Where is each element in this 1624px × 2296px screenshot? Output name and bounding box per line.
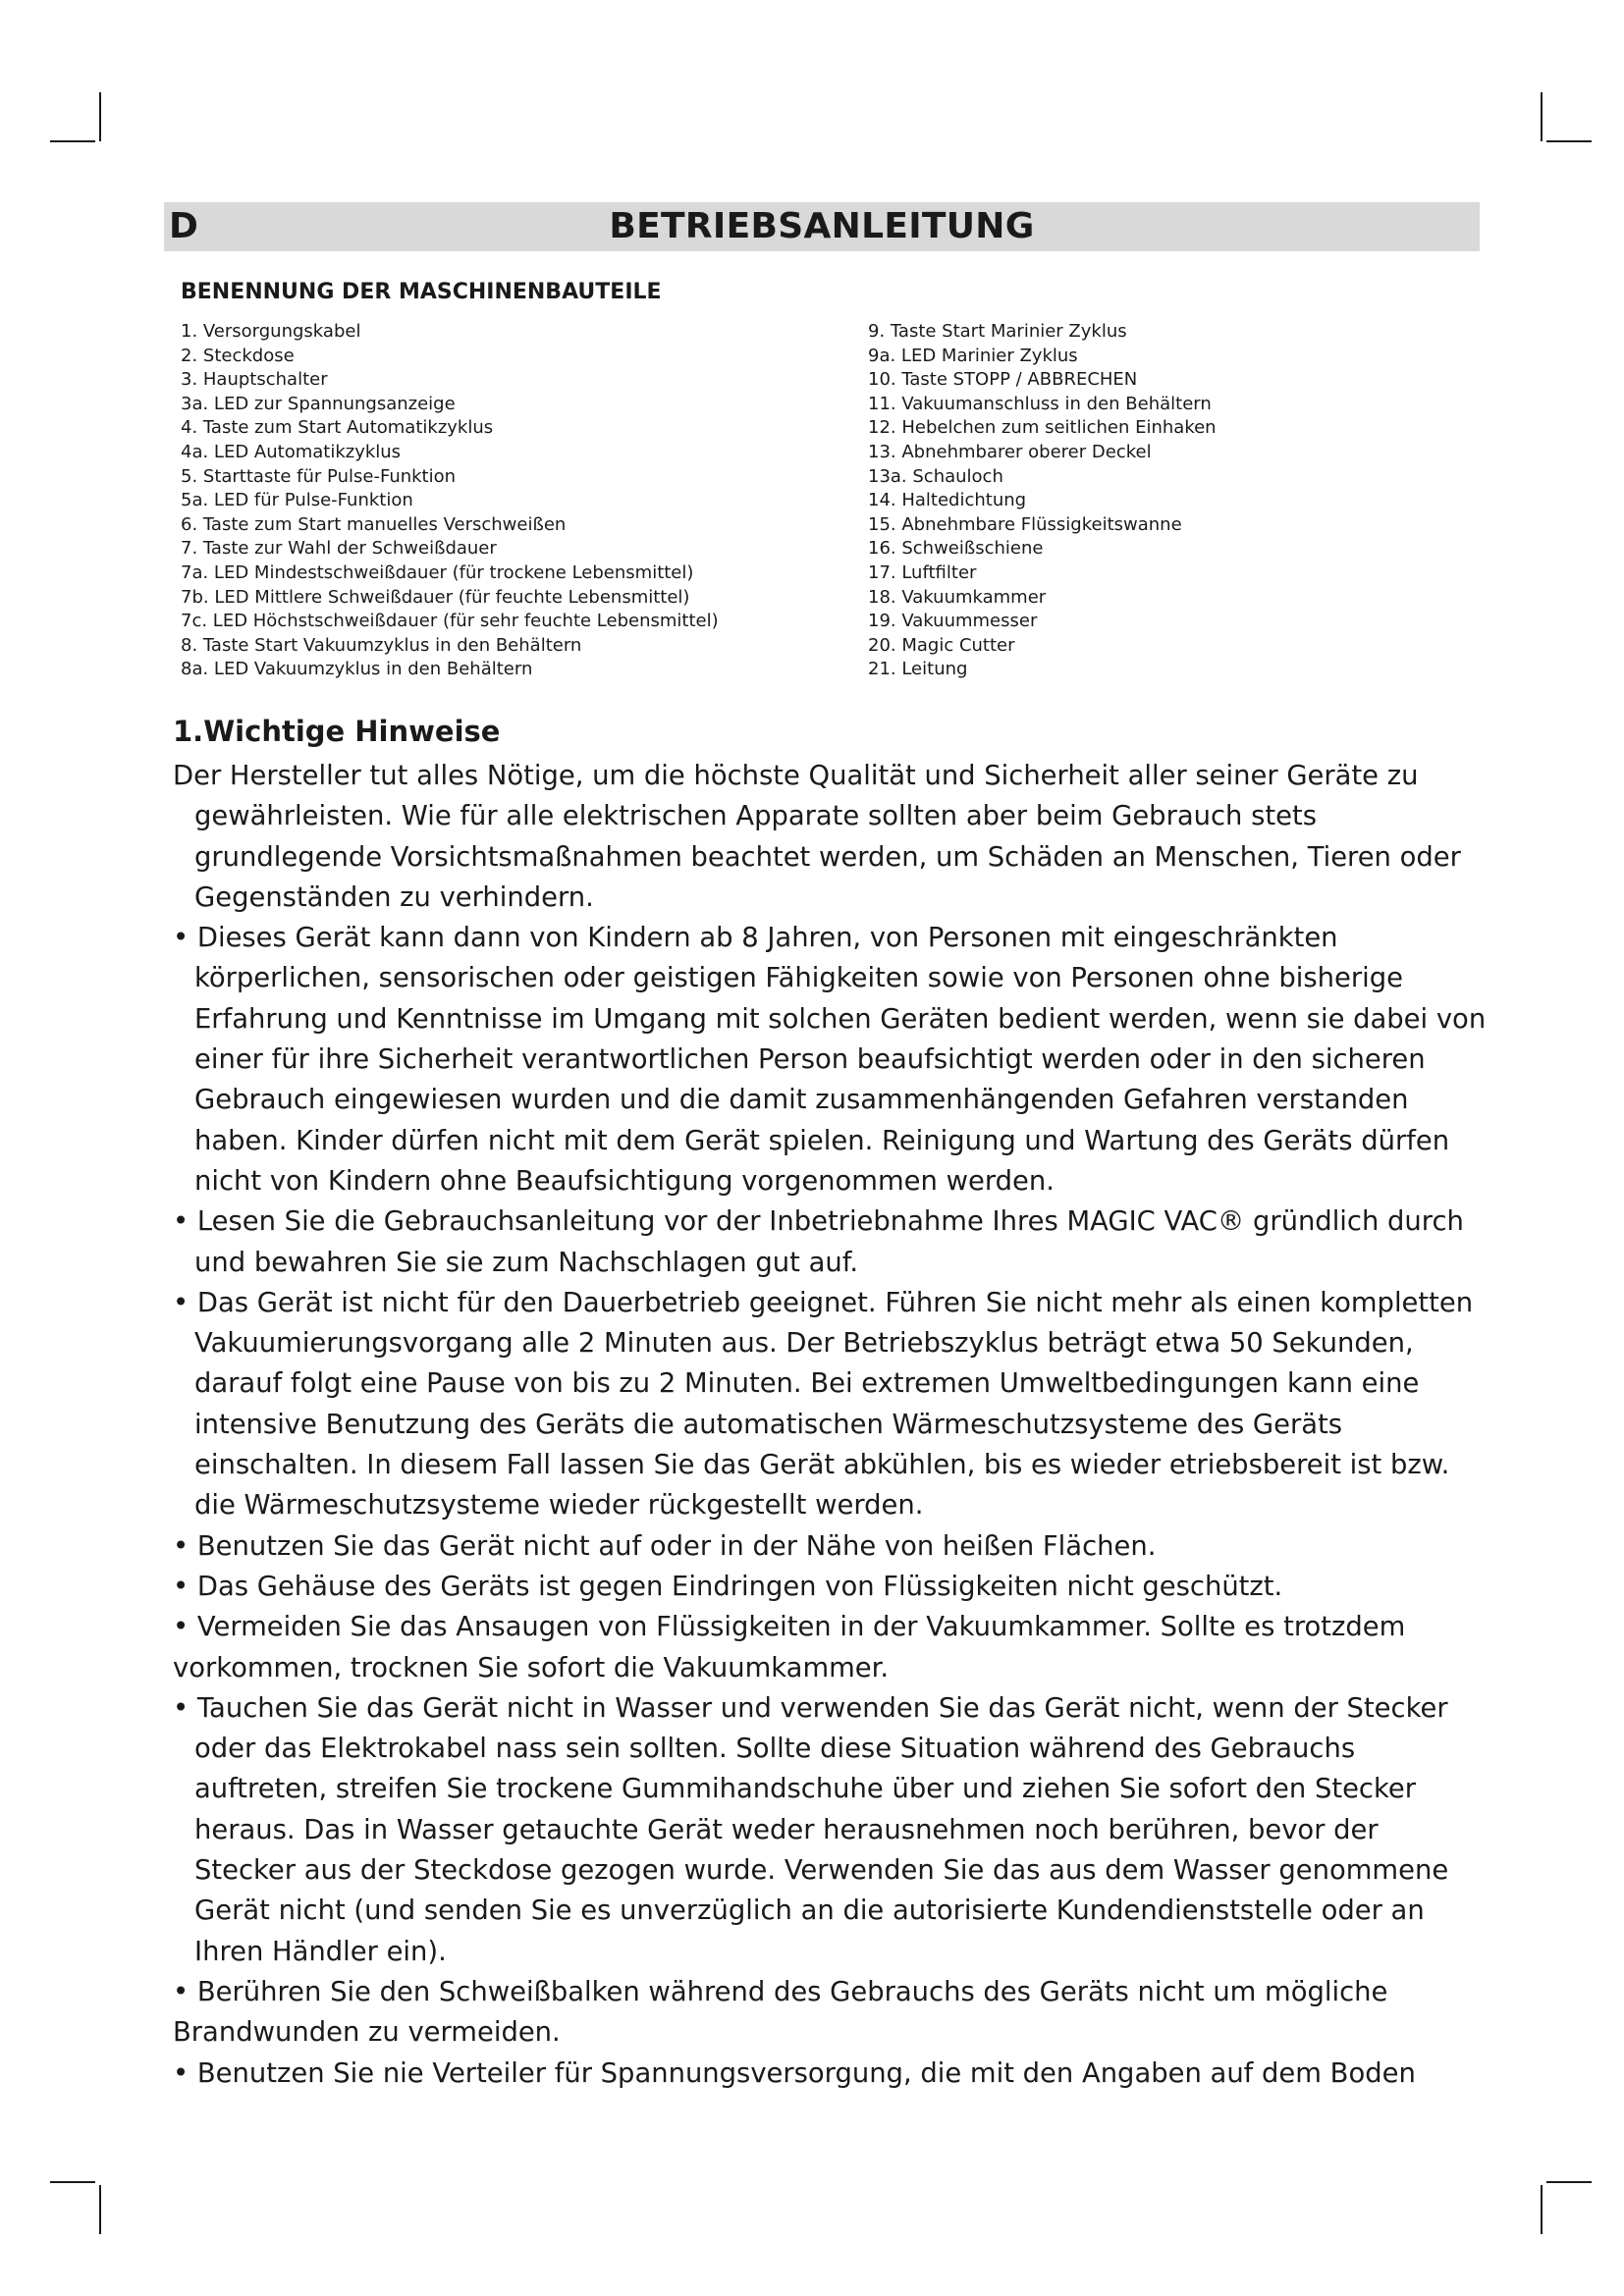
crop-mark — [1541, 2185, 1543, 2234]
section-body — [173, 756, 1487, 2094]
list-item: 19. Vakuummesser — [868, 611, 1038, 632]
list-item: 2. Steckdose — [181, 345, 295, 366]
crop-mark — [50, 140, 95, 142]
bullet-item: • Das Gerät ist nicht für den Dauerbetrieb geeignet. Führen Sie nicht mehr als einen kompletten Vakuumierungsvorgang alle 2 Minuten aus. Der Betriebszyklus beträgt etwa 50 Sekunden, darauf folgt eine Pause von bis zu 2 Minuten. Bei extremen Umweltbedingungen kann eine intensive Benutzung des Geräts die automatischen Wärmeschutzsysteme des Geräts einschalten. In diesem Fall lassen Sie das Gerät abkühlen, bis es wieder etriebsbereit ist bzw. die Wärmeschutzsysteme wieder rückgestellt werden. — [173, 1287, 1474, 1522]
parts-heading: BENENNUNG DER MASCHINENBAUTEILE — [181, 280, 662, 304]
section-heading: 1.Wichtige Hinweise — [173, 715, 501, 748]
bullet-item: • Berühren Sie den Schweißbalken während des Gebrauchs des Geräts nicht um mögliche Brandwunden zu vermeiden. — [173, 1976, 1388, 2049]
list-item: 1. Versorgungskabel — [181, 321, 361, 342]
list-item: 11. Vakuumanschluss in den Behältern — [868, 393, 1212, 414]
list-item: 13. Abnehmbarer oberer Deckel — [868, 441, 1152, 462]
list-item: 12. Hebelchen zum seitlichen Einhaken — [868, 417, 1217, 439]
list-item: 7. Taste zur Wahl der Schweißdauer — [181, 538, 497, 560]
parts-list-right — [868, 320, 1457, 682]
crop-mark — [1546, 140, 1592, 142]
bullet-item: • Benutzen Sie nie Verteiler für Spannungsversorgung, die mit den Angaben auf dem Boden — [173, 2057, 1416, 2089]
bullet-item: • Dieses Gerät kann dann von Kindern ab 8 Jahren, von Personen mit eingeschränkten körperlichen, sensorischen oder geistigen Fähigkeiten sowie von Personen ohne bisherige Erfahrung und Kenntnisse im Umgang mit solchen Geräten bedient werden, wenn sie dabei von einer für ihre Sicherheit verantwortlichen Person beaufsichtigt werden oder in den sicheren Gebrauch eingewiesen wurden und die damit zusammenhängenden Gefahren verstanden haben. Kinder dürfen nicht mit dem Gerät spielen. Reinigung und Wartung des Geräts dürfen nicht von Kindern ohne Beaufsichtigung vorgenommen werden. — [173, 923, 1487, 1197]
list-item: 4a. LED Automatikzyklus — [181, 441, 402, 462]
list-item: 8a. LED Vakuumzyklus in den Behältern — [181, 659, 533, 680]
list-item: 18. Vakuumkammer — [868, 586, 1047, 608]
crop-mark — [50, 2181, 95, 2183]
list-item: 9. Taste Start Marinier Zyklus — [868, 321, 1127, 342]
list-item: 21. Leitung — [868, 659, 968, 680]
list-item: 17. Luftfilter — [868, 561, 977, 583]
list-item: 3. Hauptschalter — [181, 369, 328, 391]
list-item: 7b. LED Mittlere Schweißdauer (für feuchte Lebensmittel) — [181, 586, 690, 608]
list-item: 5. Starttaste für Pulse-Funktion — [181, 465, 457, 487]
crop-mark — [99, 92, 101, 141]
list-item: 9a. LED Marinier Zyklus — [868, 345, 1078, 366]
list-item: 20. Magic Cutter — [868, 634, 1015, 656]
list-item: 8. Taste Start Vakuumzyklus in den Behältern — [181, 634, 582, 656]
list-item: 13a. Schauloch — [868, 465, 1003, 487]
list-item: 16. Schweißschiene — [868, 538, 1044, 560]
list-item: 3a. LED zur Spannungsanzeige — [181, 393, 456, 414]
list-item: 7a. LED Mindestschweißdauer (für trockene Lebensmittel) — [181, 561, 694, 583]
crop-mark — [1541, 92, 1543, 141]
bullet-item: • Vermeiden Sie das Ansaugen von Flüssigkeiten in der Vakuumkammer. Sollte es trotzdem vorkommen, trocknen Sie sofort die Vakuumkammer. — [173, 1612, 1406, 1683]
list-item: 6. Taste zum Start manuelles Verschweißen — [181, 513, 567, 535]
page-title: BETRIEBSANLEITUNG — [609, 206, 1035, 246]
crop-mark — [1546, 2181, 1592, 2183]
language-code: D — [169, 206, 198, 246]
bullet-item: • Das Gehäuse des Geräts ist gegen Eindringen von Flüssigkeiten nicht geschützt. — [173, 1571, 1283, 1602]
list-item: 10. Taste STOPP / ABBRECHEN — [868, 369, 1138, 391]
parts-list-left — [181, 320, 868, 682]
list-item: 15. Abnehmbare Flüssigkeitswanne — [868, 513, 1182, 535]
list-item: 7c. LED Höchstschweißdauer (für sehr feuchte Lebensmittel) — [181, 611, 719, 632]
bullet-item: • Benutzen Sie das Gerät nicht auf oder in der Nähe von heißen Flächen. — [173, 1530, 1157, 1562]
bullet-item: • Tauchen Sie das Gerät nicht in Wasser und verwenden Sie das Gerät nicht, wenn der Stecker oder das Elektrokabel nass sein sollten. Sollte diese Situation während des Gebrauchs auftreten, streifen Sie trockene Gummihandschuhe über und ziehen Sie sofort den Stecker heraus. Das in Wasser getauchte Gerät weder herausnehmen noch berühren, bevor der Stecker aus der Steckdose gezogen wurde. Verwenden Sie das aus dem Wasser genommene Gerät nicht (und senden Sie es unverzüglich an die autorisierte Kundendienststelle oder an Ihren Händler ein). — [173, 1692, 1449, 1967]
list-item: 14. Haltedichtung — [868, 490, 1027, 511]
list-item: 5a. LED für Pulse-Funktion — [181, 490, 413, 511]
crop-mark — [99, 2185, 101, 2234]
bullet-item: • Lesen Sie die Gebrauchsanleitung vor der Inbetriebnahme Ihres MAGIC VAC® gründlich durch und bewahren Sie sie zum Nachschlagen gut auf. — [173, 1206, 1464, 1278]
list-item: 4. Taste zum Start Automatikzyklus — [181, 417, 494, 439]
intro-paragraph: Der Hersteller tut alles Nötige, um die höchste Qualität und Sicherheit aller seiner Geräte zu gewährleisten. Wie für alle elektrischen Apparate sollten aber beim Gebrauch stets grundlegende Vorsichtsmaßnahmen beachtet werden, um Schäden an Menschen, Tieren oder Gegenständen zu verhindern. — [173, 761, 1461, 913]
